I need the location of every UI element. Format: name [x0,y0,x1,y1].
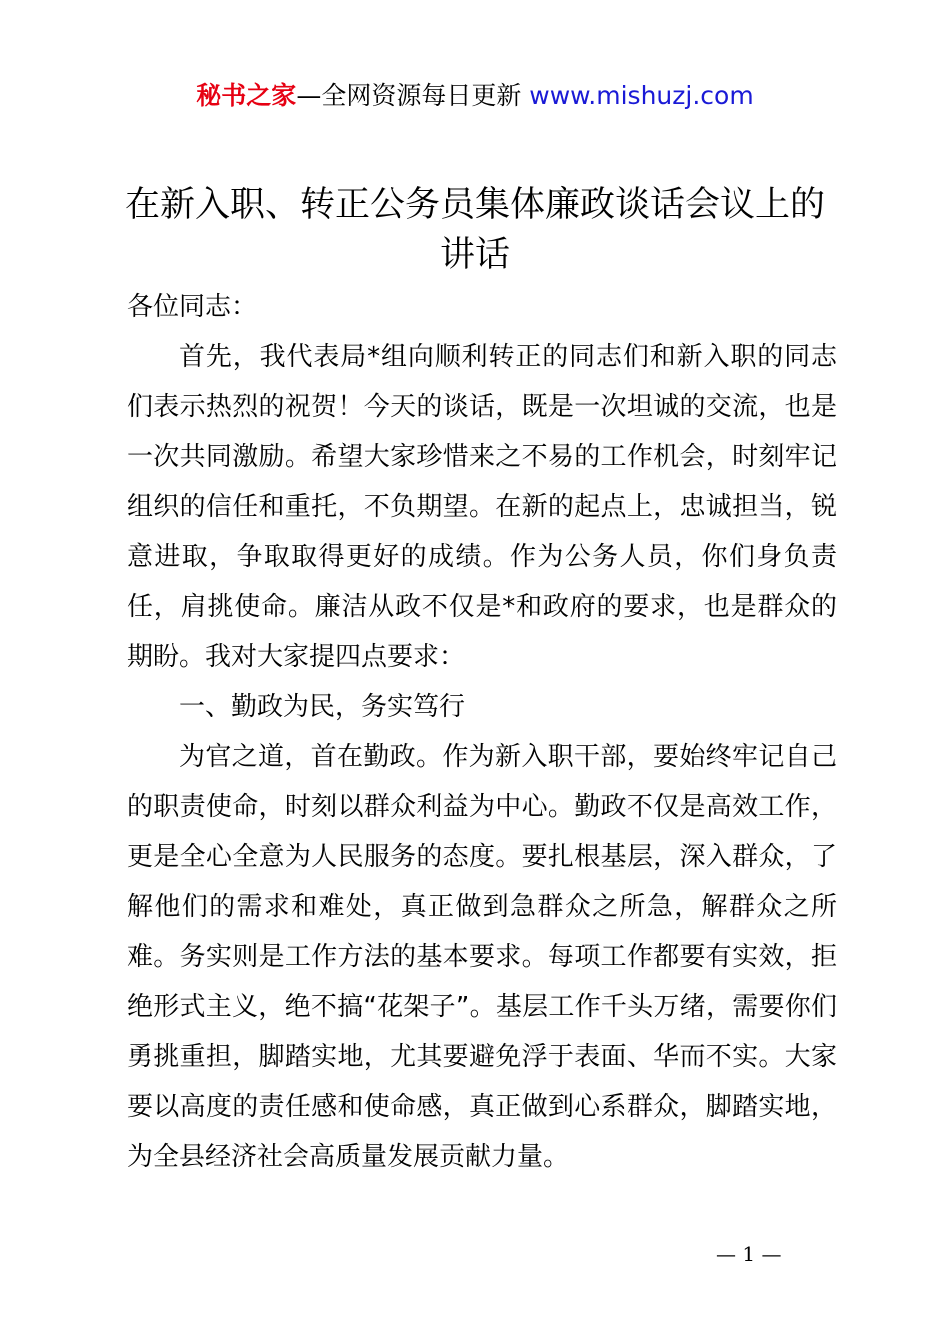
document-body [127,282,837,1182]
document-title-line-1: 在新入职、转正公务员集体廉政谈话会议上的 [124,185,825,225]
body-paragraph: 首先，我代表局*组向顺利转正的同志们和新入职的同志们表示热烈的祝贺！今天的谈话，既是一次坦诚的交流，也是一次共同激励。希望大家珍惜来之不易的工作机会，时刻牢记组织的信任和重托，不负期望。在新的起点上，忠诚担当，锐意进取，争取取得更好的成绩。作为公务人员，你们身负责任，肩挑使命。廉洁从政不仅是*和政府的要求，也是群众的期盼。我对大家提四点要求： [127,342,837,672]
salutation: 各位同志： [127,292,258,322]
site-tagline: —全网资源每日更新 [296,81,530,110]
site-url-link[interactable]: www.mishuzj.com [529,81,754,110]
site-brand: 秘书之家 [196,81,297,110]
section-heading: 一、勤政为民，务实笃行 [179,692,466,722]
body-paragraph: 为官之道，首在勤政。作为新入职干部，要始终牢记自己的职责使命，时刻以群众利益为中心。勤政不仅是高效工作，更是全心全意为人民服务的态度。要扎根基层，深入群众，了解他们的需求和难处，真正做到急群众之所急，解群众之所难。务实则是工作方法的基本要求。每项工作都要有实效，拒绝形式主义，绝不搞“花架子”。基层工作千头万绪，需要你们勇挑重担，脚踏实地，尤其要避免浮于表面、华而不实。大家要以高度的责任感和使命感，真正做到心系群众，脚踏实地，为全县经济社会高质量发展贡献力量。 [127,742,837,1172]
document-title [110,180,840,280]
page-number: — 1 — [716,1242,782,1266]
site-header [0,78,950,114]
document-title-line-2: 讲话 [439,235,510,275]
